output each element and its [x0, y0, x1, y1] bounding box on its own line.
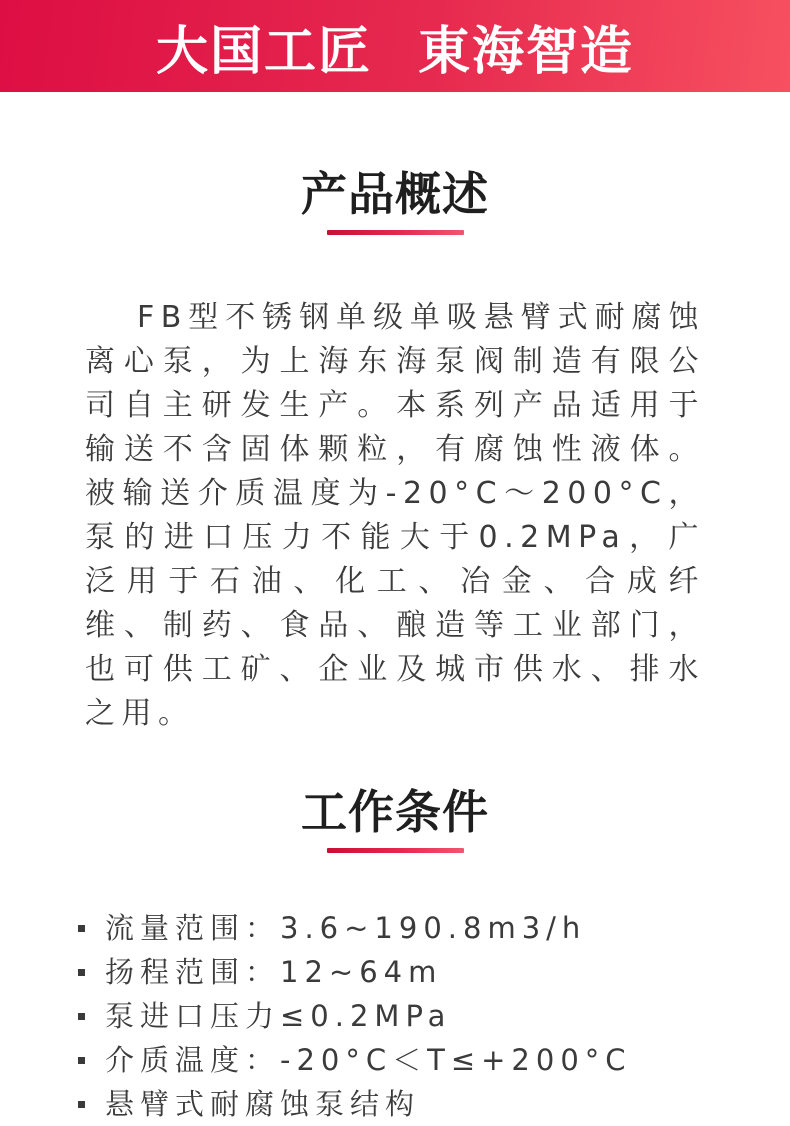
- bullet-dot-icon: [78, 1013, 85, 1020]
- list-item-text: 泵进口压力≤0.2MPa: [105, 999, 452, 1033]
- bullet-dot-icon: [78, 925, 85, 932]
- list-item: [78, 950, 730, 994]
- list-item: [78, 1082, 730, 1126]
- list-item: [78, 994, 730, 1038]
- list-item: [78, 906, 730, 950]
- conditions-list: [78, 906, 730, 1126]
- banner-title: 大国工匠 東海智造: [155, 21, 635, 82]
- bullet-dot-icon: [78, 969, 85, 976]
- overview-section: [0, 92, 790, 736]
- overview-paragraph: FB型不锈钢单级单吸悬臂式耐腐蚀离心泵，为上海东海泵阀制造有限公司自主研发生产。本系列产品适用于输送不含固体颗粒，有腐蚀性液体。被输送介质温度为-20°C～200°C，泵的进口压力不能大于0.2MPa，广泛用于石油、化工、冶金、合成纤维、制药、食品、酿造等工业部门，也可供工矿、企业及城市供水、排水之用。: [85, 300, 705, 731]
- conditions-section: [0, 736, 790, 1126]
- bullet-dot-icon: [78, 1057, 85, 1064]
- list-item-text: 介质温度：-20°C＜T≤+200°C: [105, 1043, 632, 1077]
- overview-heading-underline: [327, 230, 464, 235]
- list-item-text: 扬程范围：12~64m: [105, 955, 443, 989]
- list-item: [78, 1038, 730, 1082]
- conditions-heading: 工作条件: [301, 785, 489, 839]
- list-item-text: 流量范围：3.6~190.8m3/h: [105, 911, 587, 945]
- overview-heading: 产品概述: [301, 167, 489, 221]
- top-banner: [0, 0, 790, 92]
- list-item-text: 悬臂式耐腐蚀泵结构: [105, 1087, 421, 1121]
- bullet-dot-icon: [78, 1101, 85, 1108]
- conditions-heading-underline: [327, 848, 464, 853]
